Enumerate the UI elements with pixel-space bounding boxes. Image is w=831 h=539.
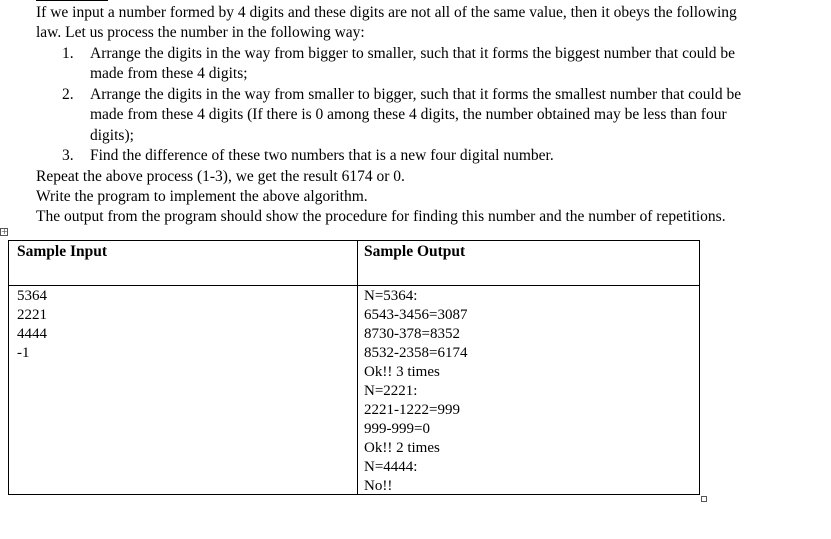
- input-line: -1: [17, 345, 30, 361]
- outro-line-2: Write the program to implement the above algorithm.: [36, 188, 368, 205]
- output-line: Ok!! 2 times: [364, 440, 440, 456]
- output-line: 999-999=0: [364, 421, 430, 437]
- output-line: 8532-2358=6174: [364, 345, 468, 361]
- table-column-divider: [357, 240, 358, 495]
- step-number: 3.: [62, 147, 74, 164]
- step-number: 1.: [62, 45, 74, 62]
- output-line: No!!: [364, 478, 393, 494]
- intro-line-1: If we input a number formed by 4 digits and these digits are not all of the same value, then it obeys the following: [36, 4, 737, 21]
- header-sample-input: Sample Input: [17, 243, 108, 260]
- step-3-line-1: Find the difference of these two numbers that is a new four digital number.: [90, 147, 554, 164]
- output-line: Ok!! 3 times: [364, 364, 440, 380]
- sample-table: [8, 240, 700, 495]
- top-rule: [36, 0, 108, 1]
- intro-line-2: law. Let us process the number in the following way:: [36, 24, 365, 41]
- table-header-divider: [8, 285, 700, 286]
- step-2-line-2: made from these 4 digits (If there is 0 among these 4 digits, the number obtained may be less than four: [90, 106, 727, 123]
- table-move-handle-icon[interactable]: +: [1, 227, 8, 236]
- header-sample-output: Sample Output: [364, 243, 466, 260]
- output-line: 2221-1222=999: [364, 402, 460, 418]
- input-line: 2221: [17, 307, 47, 323]
- output-line: N=2221:: [364, 383, 418, 399]
- input-line: 5364: [17, 288, 47, 304]
- output-line: 8730-378=8352: [364, 326, 460, 342]
- table-resize-handle-icon[interactable]: [701, 496, 707, 502]
- step-number: 2.: [62, 86, 74, 103]
- output-line: N=4444:: [364, 459, 418, 475]
- input-line: 4444: [17, 326, 47, 342]
- outro-line-1: Repeat the above process (1-3), we get the result 6174 or 0.: [36, 168, 405, 185]
- step-1-line-1: Arrange the digits in the way from bigger to smaller, such that it forms the biggest number that could be: [90, 45, 736, 62]
- output-line: 6543-3456=3087: [364, 307, 468, 323]
- step-1-line-2: made from these 4 digits;: [90, 65, 248, 82]
- outro-line-3: The output from the program should show the procedure for finding this number and the number of repetitions.: [36, 208, 726, 225]
- step-2-line-3: digits);: [90, 127, 134, 144]
- step-2-line-1: Arrange the digits in the way from smaller to bigger, such that it forms the smallest number that could be: [90, 86, 742, 103]
- output-line: N=5364:: [364, 288, 418, 304]
